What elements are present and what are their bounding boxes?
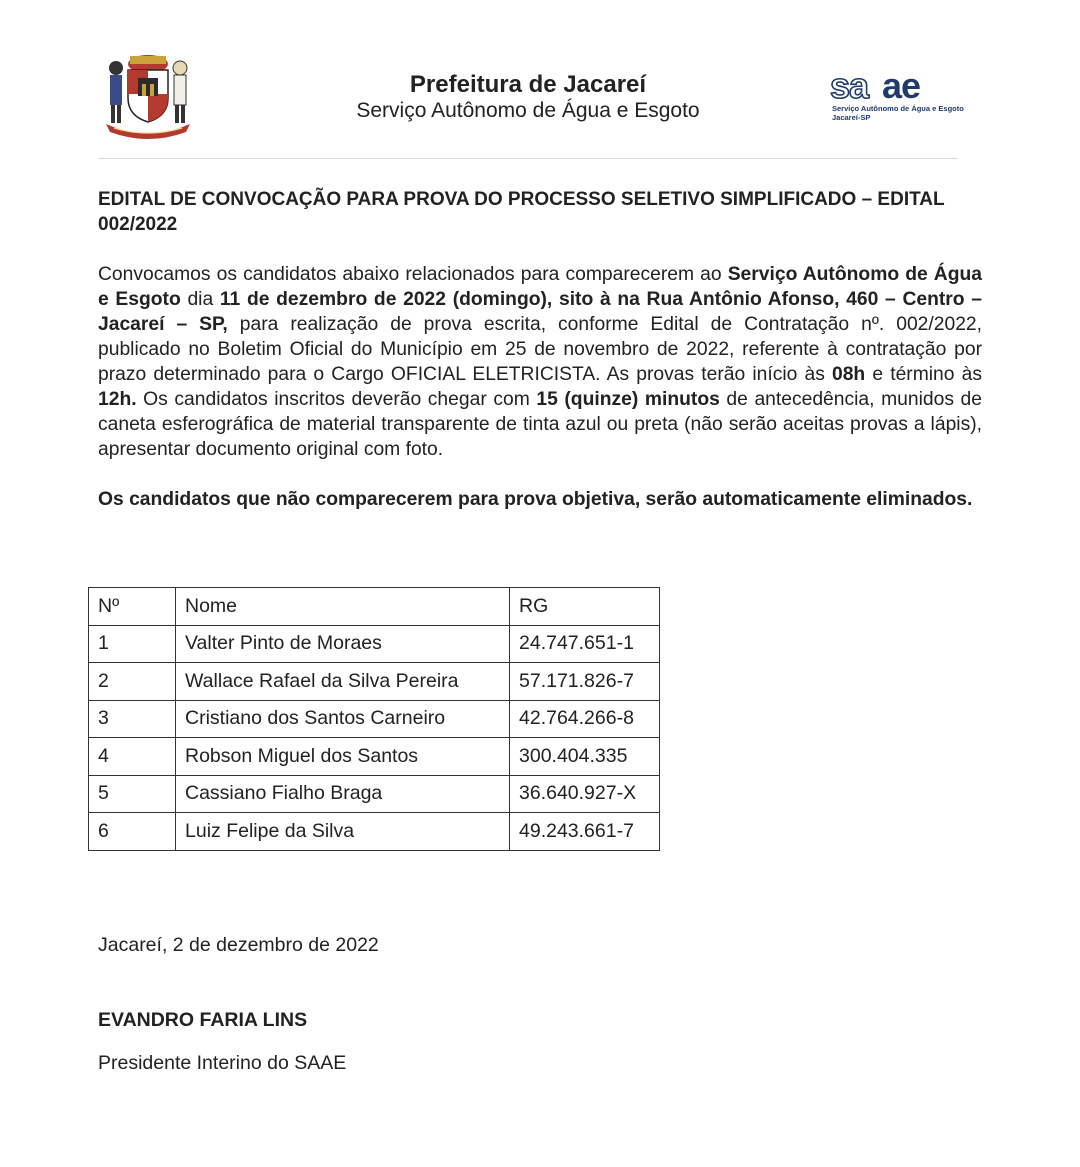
table-row (89, 700, 660, 738)
cell-name: Robson Miguel dos Santos (176, 738, 510, 776)
cell-rg: 57.171.826-7 (510, 663, 660, 701)
cell-number: 2 (89, 663, 176, 701)
header-title: Prefeitura de Jacareí (409, 71, 647, 98)
document-title: EDITAL DE CONVOCAÇÃO PARA PROVA DO PROCESSO SELETIVO SIMPLIFICADO – EDITAL 002/2022 (98, 189, 945, 235)
place-and-date: Jacareí, 2 de dezembro de 2022 (98, 934, 379, 956)
cell-rg: 36.640.927-X (510, 775, 660, 813)
cell-number: 1 (89, 625, 176, 663)
table-row (89, 738, 660, 776)
body-bold-4: 12h. (98, 389, 137, 410)
cell-name: Valter Pinto de Moraes (176, 625, 510, 663)
cell-rg: 24.747.651-1 (510, 625, 660, 663)
elimination-warning: Os candidatos que não comparecerem para prova objetiva, serão automaticamente eliminados. (98, 489, 973, 510)
body-bold-2: 11 de dezembro de 2022 (domingo), sito à na Rua Antônio Afonso, 460 – Centro – Jacareí – SP, (98, 289, 983, 335)
body-text-3: para realização de prova escrita, conforme Edital de Contratação nº. 002/2022, publicado no Boletim Oficial do Município em 25 de novembro de 2022, referente à contratação por prazo determinado para o Cargo OFICIAL ELETRICISTA. As provas terão início às (98, 314, 982, 385)
header-number: Nº (89, 588, 176, 626)
body-bold-3: 08h (831, 364, 866, 385)
table-row (89, 625, 660, 663)
wordmark-ae: ae (882, 68, 921, 104)
wordmark-sa: sa (830, 68, 869, 104)
cell-rg: 42.764.266-8 (510, 700, 660, 738)
cell-rg: 300.404.335 (510, 738, 660, 776)
saae-wordmark-icon (830, 68, 958, 104)
coat-of-arms-icon (100, 44, 196, 140)
header-rg: RG (510, 588, 660, 626)
header-subtitle: Serviço Autônomo de Água e Esgoto (356, 99, 700, 122)
body-text-1: Convocamos os candidatos abaixo relacionados para comparecerem ao (98, 264, 728, 285)
convocation-paragraph (98, 262, 982, 462)
cell-rg: 49.243.661-7 (510, 813, 660, 851)
table-row (89, 663, 660, 701)
cell-number: 3 (89, 700, 176, 738)
signer-role: Presidente Interino do SAAE (98, 1052, 347, 1074)
body-bold-5: 15 (quinze) minutos (536, 389, 720, 410)
candidates-table (88, 587, 660, 851)
body-text-2: dia (180, 289, 220, 310)
table-row (89, 813, 660, 851)
saae-logo-line1: Serviço Autônomo de Água e Esgoto (832, 104, 964, 113)
saae-logo-line2: Jacareí-SP (832, 113, 871, 122)
cell-name: Luiz Felipe da Silva (176, 813, 510, 851)
body-bold-1: Serviço Autônomo de Água e Esgoto (98, 264, 983, 310)
cell-number: 6 (89, 813, 176, 851)
body-text-6: de antecedência, munidos de caneta esferográfica de material transparente de tinta azul ou preta (não serão aceitas provas a lápis), apresentar documento original com foto. (98, 389, 982, 460)
table-row (89, 775, 660, 813)
cell-number: 4 (89, 738, 176, 776)
cell-name: Cassiano Fialho Braga (176, 775, 510, 813)
cell-number: 5 (89, 775, 176, 813)
signer-name: EVANDRO FARIA LINS (98, 1009, 308, 1031)
cell-name: Cristiano dos Santos Carneiro (176, 700, 510, 738)
table-header-row (89, 588, 660, 626)
saae-logo (830, 68, 964, 128)
letterhead (98, 38, 964, 159)
body-text-5: Os candidatos inscritos deverão chegar com (136, 389, 537, 410)
body-text-4: e término às (865, 364, 983, 385)
header-name: Nome (176, 588, 510, 626)
cell-name: Wallace Rafael da Silva Pereira (176, 663, 510, 701)
